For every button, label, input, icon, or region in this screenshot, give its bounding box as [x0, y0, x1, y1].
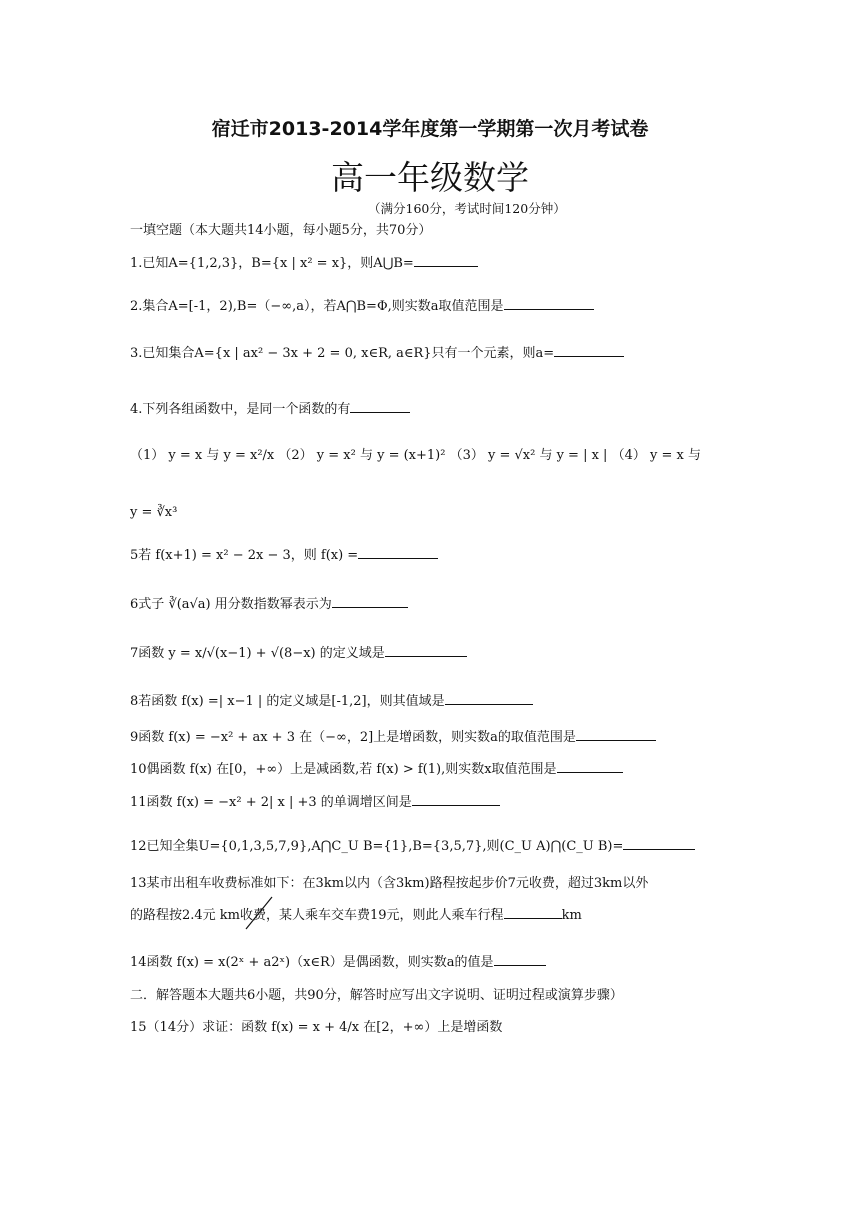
- answer-blank[interactable]: [358, 546, 438, 559]
- question-number: 4.: [130, 402, 143, 417]
- answer-blank[interactable]: [494, 953, 546, 966]
- answer-blank[interactable]: [412, 793, 500, 806]
- answer-blank[interactable]: [385, 644, 467, 657]
- exam-subject: 高一年级数学: [331, 158, 529, 197]
- question-number: 14: [130, 955, 147, 970]
- question-10: [130, 760, 623, 780]
- question-text: 函数 f(x) = x(2ˣ + a2ˣ)（x∈R）是偶函数，则实数a的值是: [146, 955, 494, 970]
- per-slash-mark: [244, 895, 274, 931]
- question-text: 某市出租车收费标准如下：在3km以内（含3km)路程按起步价7元收费，超过3km以外: [146, 876, 649, 891]
- question-2: [130, 297, 594, 317]
- answer-blank[interactable]: [504, 906, 562, 919]
- answer-blank[interactable]: [414, 254, 478, 267]
- question-13: [130, 874, 648, 894]
- answer-blank[interactable]: [332, 595, 408, 608]
- question-text: 若 f(x+1) = x² − 2x − 3，则 f(x) =: [138, 548, 359, 563]
- question-7: [130, 644, 467, 664]
- question-15: [130, 1018, 502, 1038]
- question-11: [130, 793, 500, 813]
- question-4-options-cont: y = ∛x³: [130, 505, 178, 520]
- question-13-cont: [130, 906, 582, 926]
- question-text: 已知全集U={0,1,3,5,7,9},A⋂C_U B={1},B={3,5,7},则(C_U A)⋂(C_U B)=: [146, 839, 624, 854]
- question-text: 若函数 f(x) =| x−1 | 的定义域是[-1,2]，则其值域是: [138, 694, 445, 709]
- question-number: 15: [130, 1020, 147, 1035]
- question-14: [130, 953, 546, 973]
- question-3: [130, 344, 624, 364]
- question-text: （14分）求证：函数 f(x) = x + 4/x 在[2，+∞）上是增函数: [146, 1020, 503, 1035]
- question-text: 函数 f(x) = −x² + ax + 3 在（−∞，2]上是增函数，则实数a的取值范围是: [138, 730, 576, 745]
- answer-blank[interactable]: [623, 837, 695, 850]
- question-text: 偶函数 f(x) 在[0，+∞）上是减函数,若 f(x) > f(1),则实数x取值范围是: [146, 762, 557, 777]
- question-12: [130, 837, 695, 857]
- unit-label: km: [561, 908, 582, 923]
- question-9: [130, 728, 656, 748]
- question-number: 12: [130, 839, 147, 854]
- question-text: 函数 f(x) = −x² + 2| x | +3 的单调增区间是: [146, 795, 412, 810]
- section-answer: 二．解答题本大题共6小题，共90分，解答时应写出文字说明、证明过程或演算步骤）: [130, 988, 623, 1003]
- question-number: 10: [130, 762, 147, 777]
- question-text: 下列各组函数中，是同一个函数的有: [142, 402, 351, 417]
- section-fill-blank: 一填空题（本大题共14小题，每小题5分，共70分）: [130, 223, 432, 238]
- question-text: 的路程按2.4元 km收费，某人乘车交车费19元，则此人乘车行程: [130, 908, 504, 923]
- question-number: 9: [130, 730, 139, 745]
- question-number: 8: [130, 694, 139, 709]
- answer-blank[interactable]: [576, 728, 656, 741]
- question-number: 11: [130, 795, 147, 810]
- question-text: 集合A=[-1，2),B=（−∞,a），若A⋂B=Φ,则实数a取值范围是: [142, 299, 504, 314]
- question-4-options: （1） y = x 与 y = x²/x （2） y = x² 与 y = (x+1)² （3） y = √x² 与 y = | x | （4） y = x 与: [130, 448, 701, 463]
- answer-blank[interactable]: [504, 297, 594, 310]
- question-number: 5: [130, 548, 139, 563]
- question-number: 7: [130, 646, 139, 661]
- answer-blank[interactable]: [557, 760, 623, 773]
- question-number: 3.: [130, 346, 143, 361]
- question-text: 已知集合A={x | ax² − 3x + 2 = 0, x∈R, a∈R}只有一个元素，则a=: [142, 346, 555, 361]
- question-number: 13: [130, 876, 147, 891]
- question-6: [130, 595, 408, 615]
- exam-note: （满分160分，考试时间120分钟）: [368, 201, 566, 216]
- question-5: [130, 546, 438, 566]
- exam-title: 宿迁市2013-2014学年度第一学期第一次月考试卷: [211, 118, 649, 140]
- answer-blank[interactable]: [350, 400, 410, 413]
- answer-blank[interactable]: [554, 344, 624, 357]
- question-text: 已知A={1,2,3}，B={x | x² = x}，则A⋃B=: [142, 256, 414, 271]
- question-4: [130, 400, 410, 420]
- question-8: [130, 692, 533, 712]
- question-1: [130, 254, 478, 274]
- answer-blank[interactable]: [445, 692, 533, 705]
- question-number: 1.: [130, 256, 143, 271]
- question-number: 6: [130, 597, 139, 612]
- question-number: 2.: [130, 299, 143, 314]
- question-text: 式子 ∛(a√a) 用分数指数幂表示为: [138, 597, 332, 612]
- question-text: 函数 y = x/√(x−1) + √(8−x) 的定义域是: [138, 646, 385, 661]
